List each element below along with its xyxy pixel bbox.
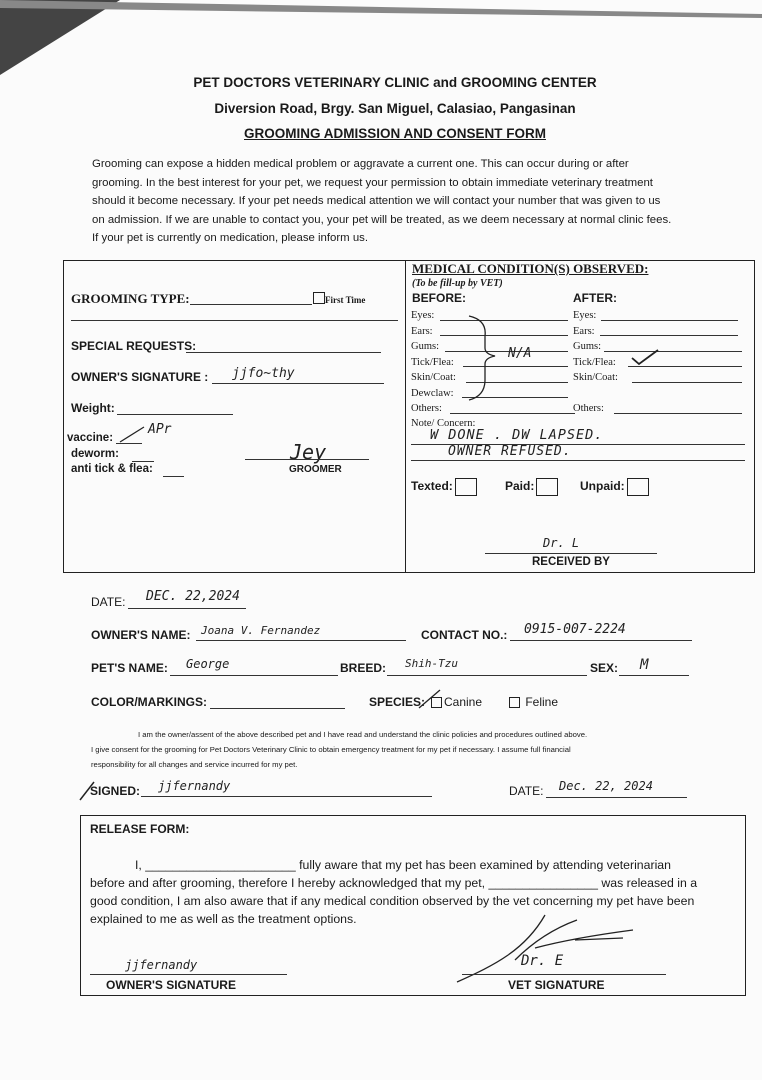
release-owner-sig-label: OWNER'S SIGNATURE: [106, 978, 236, 992]
before-item: Gums:: [411, 341, 440, 352]
signed-check-mark: [78, 780, 98, 802]
vaccine-check-mark: [118, 424, 148, 444]
signoff-date-value: Dec. 22, 2024: [559, 779, 653, 793]
sex-label: SEX:: [590, 661, 619, 675]
release-owner-sig-field[interactable]: [90, 974, 287, 975]
unpaid-checkbox-group[interactable]: [580, 478, 649, 496]
consent-line: I give consent for the grooming for Pet Doctors Veterinary Clinic to obtain emergency treatment for my pet if necessary. I assume full financial: [91, 745, 571, 754]
grooming-type-line2[interactable]: [71, 320, 398, 321]
before-others-field[interactable]: [450, 413, 575, 414]
concern-line2: OWNER REFUSED.: [448, 444, 572, 459]
breed-label: BREED:: [340, 661, 387, 675]
bracket-mark: [465, 314, 505, 404]
texted-checkbox-group[interactable]: [411, 478, 477, 496]
paid-label: Paid:: [505, 479, 535, 494]
before-item: Others:: [411, 403, 442, 414]
medical-title: MEDICAL CONDITION(S) OBSERVED:: [412, 261, 649, 276]
received-by-label: RECEIVED BY: [532, 556, 610, 568]
feline-option[interactable]: [507, 695, 558, 709]
intro-line: Grooming can expose a hidden medical problem or aggravate a current one. This can occur during or after: [92, 158, 629, 170]
weight-field[interactable]: [117, 414, 233, 415]
consent-paragraph: [91, 727, 711, 772]
concern-label: Note/ Concern:: [411, 418, 476, 429]
release-line: before and after grooming, therefore I hereby acknowledged that my pet, ________________ was released in a: [90, 876, 698, 890]
release-line: good condition, I am also aware that if any medical condition observed by the vet concerning my pet have been: [90, 894, 695, 908]
after-tickflea-check-icon: [630, 348, 660, 366]
canine-label: Canine: [444, 695, 483, 709]
after-item: Eyes:: [573, 310, 597, 321]
before-item: Tick/Flea:: [411, 356, 454, 368]
after-item: Tick/Flea:: [573, 356, 616, 368]
clinic-name: PET DOCTORS VETERINARY CLINIC and GROOMING CENTER: [193, 75, 597, 90]
after-eyes-field[interactable]: [601, 320, 738, 321]
special-requests-field[interactable]: [186, 352, 381, 353]
after-gums-field[interactable]: [604, 351, 742, 352]
intro-line: If your pet is currently on medication, please inform us.: [92, 232, 369, 244]
box-divider: [405, 260, 406, 573]
signed-value: jjfernandy: [158, 779, 231, 793]
species-label: SPECIES:: [369, 695, 426, 709]
sex-field[interactable]: [619, 675, 689, 676]
after-label: AFTER:: [573, 291, 617, 305]
breed-field[interactable]: [387, 675, 587, 676]
before-item: Skin/Coat:: [411, 372, 456, 383]
first-time-label: First Time: [325, 295, 366, 305]
unpaid-label: Unpaid:: [580, 479, 625, 494]
sex-value: M: [640, 657, 649, 673]
groomer-field[interactable]: [245, 459, 369, 460]
breed-value: Shih-Tzu: [405, 657, 458, 670]
after-skincoat-field[interactable]: [632, 382, 742, 383]
before-list: [411, 308, 456, 417]
clinic-address: Diversion Road, Brgy. San Miguel, Calasiao, Pangasinan: [214, 101, 576, 116]
texted-checkbox[interactable]: [455, 478, 477, 496]
before-gums-field[interactable]: [445, 351, 568, 352]
paid-checkbox-group[interactable]: [505, 478, 558, 496]
contact-value: 0915-007-2224: [524, 622, 626, 637]
concern-line1: W DONE . DW LAPSED.: [430, 427, 604, 443]
grooming-type-label: GROOMING TYPE:: [71, 291, 190, 306]
date-label: DATE:: [91, 595, 126, 609]
before-label: BEFORE:: [412, 291, 466, 305]
before-value: N/A: [508, 346, 532, 361]
before-item: Dewclaw:: [411, 387, 454, 399]
release-line: explained to me as well as the treatment options.: [90, 912, 357, 926]
form-title: GROOMING ADMISSION AND CONSENT FORM: [244, 126, 546, 141]
medical-subtitle: (To be fill-up by VET): [412, 278, 503, 289]
release-vet-sig-field[interactable]: [462, 974, 666, 975]
after-list: [573, 308, 618, 417]
unpaid-checkbox[interactable]: [627, 478, 649, 496]
release-owner-sig-value: jjfernandy: [125, 958, 198, 972]
groomer-value: Jey: [290, 440, 327, 464]
before-item: Ears:: [411, 325, 433, 337]
intro-line: on admission. If we are unable to contact you, your pet will be treated, as we deem necessary at normal clinic fees.: [92, 213, 672, 226]
signed-label: SIGNED:: [90, 784, 141, 798]
release-line: I, ______________________ fully aware that my pet has been examined by attending veterinarian: [135, 858, 671, 872]
after-item: Skin/Coat:: [573, 372, 618, 383]
after-item: Others:: [573, 403, 604, 414]
intro-line: should it become necessary. If your pet needs medical attention we will contact your number that was given to us: [92, 195, 661, 207]
antitick-field[interactable]: [163, 476, 184, 477]
contact-field[interactable]: [510, 640, 692, 641]
release-title: RELEASE FORM:: [90, 822, 190, 836]
after-item: Ears:: [573, 325, 595, 337]
owner-name-label: OWNER'S NAME:: [91, 628, 191, 642]
vaccine-label: vaccine:: [67, 432, 114, 444]
signoff-date-label: DATE:: [509, 784, 544, 798]
contact-label: CONTACT NO.:: [421, 628, 508, 642]
received-by-field[interactable]: [485, 553, 657, 554]
special-requests-label: SPECIAL REQUESTS:: [71, 339, 197, 353]
feline-label: Feline: [525, 695, 559, 709]
after-others-field[interactable]: [614, 413, 742, 414]
owner-signature-label: OWNER'S SIGNATURE :: [71, 370, 209, 384]
pet-name-value: George: [186, 657, 230, 671]
intro-paragraph: [92, 155, 712, 248]
deworm-field[interactable]: [132, 461, 154, 462]
texted-label: Texted:: [411, 479, 453, 494]
after-ears-field[interactable]: [600, 335, 738, 336]
groomer-label: GROOMER: [289, 464, 342, 475]
feline-checkbox[interactable]: [509, 697, 520, 708]
intro-line: grooming. In the best interest for your pet, we request your permission to obtain immediate veterinary treatment: [92, 176, 653, 189]
signed-field[interactable]: [141, 796, 432, 797]
canine-check-mark: [418, 688, 442, 710]
owner-signature-value: jjfo~thy: [232, 366, 295, 381]
vaccine-value: APr: [148, 422, 172, 437]
owner-name-field[interactable]: [196, 640, 406, 641]
grooming-type-field[interactable]: [190, 304, 312, 305]
before-item: Eyes:: [411, 310, 435, 321]
release-vet-sig-value: Dr. E: [521, 953, 564, 969]
pet-name-field[interactable]: [170, 675, 338, 676]
color-label: COLOR/MARKINGS:: [91, 695, 207, 709]
concern-field-line2[interactable]: [411, 460, 745, 461]
release-vet-sig-label: VET SIGNATURE: [508, 978, 605, 992]
consent-line: responsibility for all changes and service incurred for my pet.: [91, 760, 298, 769]
owner-name-value: Joana V. Fernandez: [201, 624, 321, 637]
date-value: DEC. 22,2024: [146, 589, 240, 604]
consent-line: I am the owner/assent of the above described pet and I have read and understand the clinic policies and procedures outlined above.: [138, 730, 588, 739]
received-by-value: Dr. L: [543, 536, 580, 550]
owner-signature-field[interactable]: [212, 383, 384, 384]
signoff-date-field[interactable]: [546, 797, 687, 798]
weight-label: Weight:: [71, 401, 115, 415]
color-field[interactable]: [210, 708, 345, 709]
after-item: Gums:: [573, 341, 602, 352]
pet-name-label: PET'S NAME:: [91, 661, 168, 675]
date-field[interactable]: [128, 608, 246, 609]
deworm-label: deworm:: [71, 448, 119, 460]
first-time-checkbox[interactable]: [313, 292, 325, 304]
after-tickflea-field[interactable]: [628, 366, 742, 367]
antitick-label: anti tick & flea:: [71, 463, 153, 475]
paid-checkbox[interactable]: [536, 478, 558, 496]
